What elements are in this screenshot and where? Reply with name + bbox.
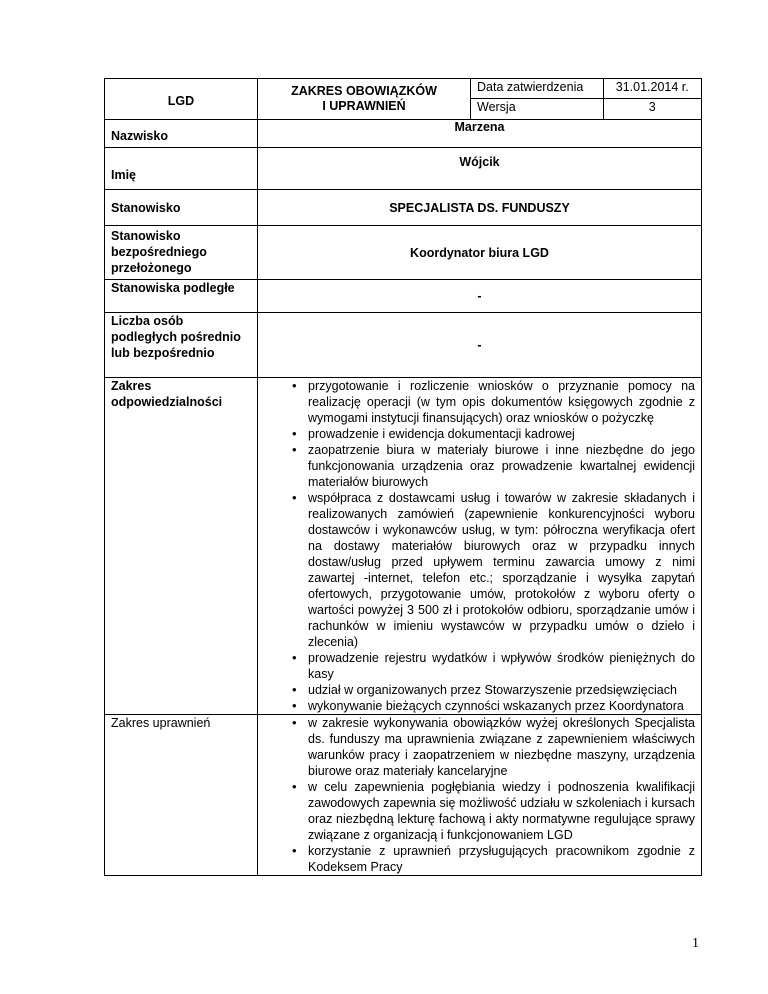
surname-label: Nazwisko	[105, 120, 258, 148]
position-label: Stanowisko	[105, 190, 258, 226]
org-name: LGD	[167, 94, 195, 108]
list-item: • wykonywanie bieżących czynności wskazanych przez Koordynatora	[308, 698, 695, 714]
list-item: • współpraca z dostawcami usług i towarów w zakresie składanych i realizowanych zamówień (zapewnienie konkurencyjności wyboru dostawców i wykonawców usług, w tym: półroczna weryfikacja ofert na dostawy materiałów biurowych oraz w przypadku innych dostaw/usług przed upływem terminu zawarcia umowy z nimi zawartej -internet, telefon etc.; sporządzanie i wysyłka zapytań ofertowych, przygotowanie umów, protokołów z wyboru oferty o wartości powyżej 3 500 zł i protokołów odbioru, sporządzanie umów i rachunków w imieniu wystawców w przypadku umów o dzieło i zlecenia)	[308, 490, 695, 650]
rights-cell	[258, 715, 702, 876]
list-item: • zaopatrzenie biura w materiały biurowe i inne niezbędne do jego funkcjonowania urządzenia oraz prowadzenie kwartalnej ewidencji materiałów biurowych	[308, 442, 695, 490]
responsibilities-cell	[258, 378, 702, 715]
header-cell	[258, 79, 702, 120]
version-label: Wersja	[471, 98, 603, 119]
position-value: SPECJALISTA DS. FUNDUSZY	[258, 190, 702, 226]
page-number: 1	[692, 936, 699, 951]
version-value: 3	[603, 98, 701, 119]
surname-value: Marzena	[258, 120, 702, 148]
rights-list	[292, 715, 695, 875]
duties-table	[104, 78, 702, 876]
doc-title-line1: ZAKRES OBOWIĄZKÓW	[291, 84, 437, 98]
list-item: • przygotowanie i rozliczenie wniosków o przyznanie pomocy na realizację operacji (w tym opis dokumentów księgowych zgodnie z wymogami instytucji finansujących) oraz wniosków o pożyczkę	[308, 378, 695, 426]
list-item: • w celu zapewnienia pogłębiania wiedzy i podnoszenia kwalifikacji zawodowych zapewnia się możliwość udziału w szkoleniach i kursach oraz niezbędną lekturę fachową i akty normatywne regulujące sprawy związane z organizacją i funkcjonowaniem LGD	[308, 779, 695, 843]
subordinates-value: -	[258, 280, 702, 313]
doc-title	[258, 79, 470, 119]
firstname-value: Wójcik	[258, 148, 702, 190]
list-item: • prowadzenie i ewidencja dokumentacji kadrowej	[308, 426, 695, 442]
supervisor-label: Stanowisko bezpośredniego przełożonego	[105, 226, 258, 280]
subordinates-count-value: -	[258, 313, 702, 378]
supervisor-value: Koordynator biura LGD	[258, 226, 702, 280]
responsibilities-list	[292, 378, 695, 714]
doc-title-line2: I UPRAWNIEŃ	[322, 99, 406, 113]
list-item: • udział w organizowanych przez Stowarzyszenie przedsięwzięciach	[308, 682, 695, 698]
org-cell	[105, 79, 258, 120]
list-item: • prowadzenie rejestru wydatków i wpływów środków pieniężnych do kasy	[308, 650, 695, 682]
list-item: • w zakresie wykonywania obowiązków wyżej określonych Specjalista ds. funduszy ma uprawnienia związane z zapewnieniem właściwych warunków pracy i zaopatrzeniem w niezbędne maszyny, urządzenia biurowe oraz materiały kancelaryjne	[308, 715, 695, 779]
list-item: • korzystanie z uprawnień przysługujących pracownikom zgodnie z Kodeksem Pracy	[308, 843, 695, 875]
approval-table	[471, 79, 701, 119]
firstname-label: Imię	[105, 148, 258, 190]
responsibilities-label: Zakres odpowiedzialności	[105, 378, 258, 715]
rights-label: Zakres uprawnień	[105, 715, 258, 876]
subordinates-label: Stanowiska podległe	[105, 280, 258, 313]
approval-value: 31.01.2014 r.	[603, 79, 701, 98]
approval-label: Data zatwierdzenia	[471, 79, 603, 98]
subordinates-count-label: Liczba osób podległych pośrednio lub bezpośrednio	[105, 313, 258, 378]
